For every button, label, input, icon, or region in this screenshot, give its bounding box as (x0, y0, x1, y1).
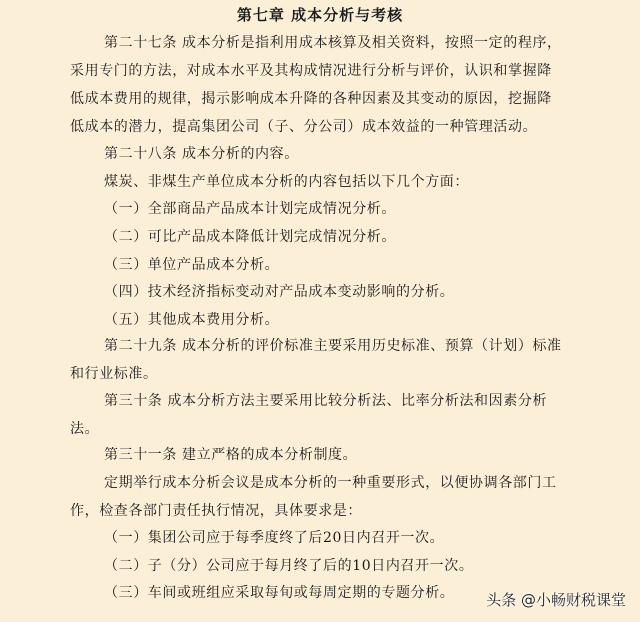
article-28-intro: 煤炭、非煤生产单位成本分析的内容包括以下几个方面： (104, 174, 469, 190)
list-item: （四）技术经济指标变动对产品成本变动影响的分析。 (104, 284, 455, 300)
article-27-line-1: 第二十七条 成本分析是指利用成本核算及相关资料，按照一定的程序， (104, 35, 562, 51)
list-item: （一）全部商品产品成本计划完成情况分析。 (104, 201, 396, 217)
chapter-title: 第七章 成本分析与考核 (236, 6, 404, 24)
list-item: （一）集团公司应于每季度终了后20日内召开一次。 (104, 530, 445, 546)
article-31-heading: 第三十一条 建立严格的成本分析制度。 (104, 447, 358, 463)
article-28-heading: 第二十八条 成本分析的内容。 (104, 146, 299, 162)
list-item: （三）车间或班组应采取每旬或每周定期的专题分析。 (104, 585, 455, 601)
article-30-line-1: 第三十条 成本分析方法主要采用比较分析法、比率分析法和因素分析 (104, 393, 548, 409)
article-29-line-1: 第二十九条 成本分析的评价标准主要采用历史标准、预算（计划）标准 (104, 338, 562, 354)
article-29-line-2: 和行业标准。 (70, 366, 158, 382)
list-item: （二）子（分）公司应于每月终了后的10日内召开一次。 (104, 558, 474, 574)
article-30-line-2: 法。 (70, 421, 100, 437)
list-item: （五）其他成本费用分析。 (104, 312, 280, 328)
list-item: （二）可比产品成本降低计划完成情况分析。 (104, 229, 396, 245)
watermark: 头条 @小畅财税课堂 (486, 591, 626, 609)
article-27-line-2: 采用专门的方法，对成本水平及其构成情况进行分析与评价，认识和掌握降 (70, 63, 552, 79)
article-27-line-3: 低成本费用的规律，揭示影响成本升降的各种因素及其变动的原因，挖掘降 (70, 91, 552, 107)
article-31-body-line-1: 定期举行成本分析会议是成本分析的一种重要形式，以便协调各部门工 (104, 475, 557, 491)
list-item: （三）单位产品成本分析。 (104, 257, 280, 273)
article-27-line-4: 低成本的潜力，提高集团公司（子、分公司）成本效益的一种管理活动。 (70, 119, 538, 135)
article-31-body-line-2: 作，检查各部门责任执行情况，具体要求是： (70, 503, 362, 519)
